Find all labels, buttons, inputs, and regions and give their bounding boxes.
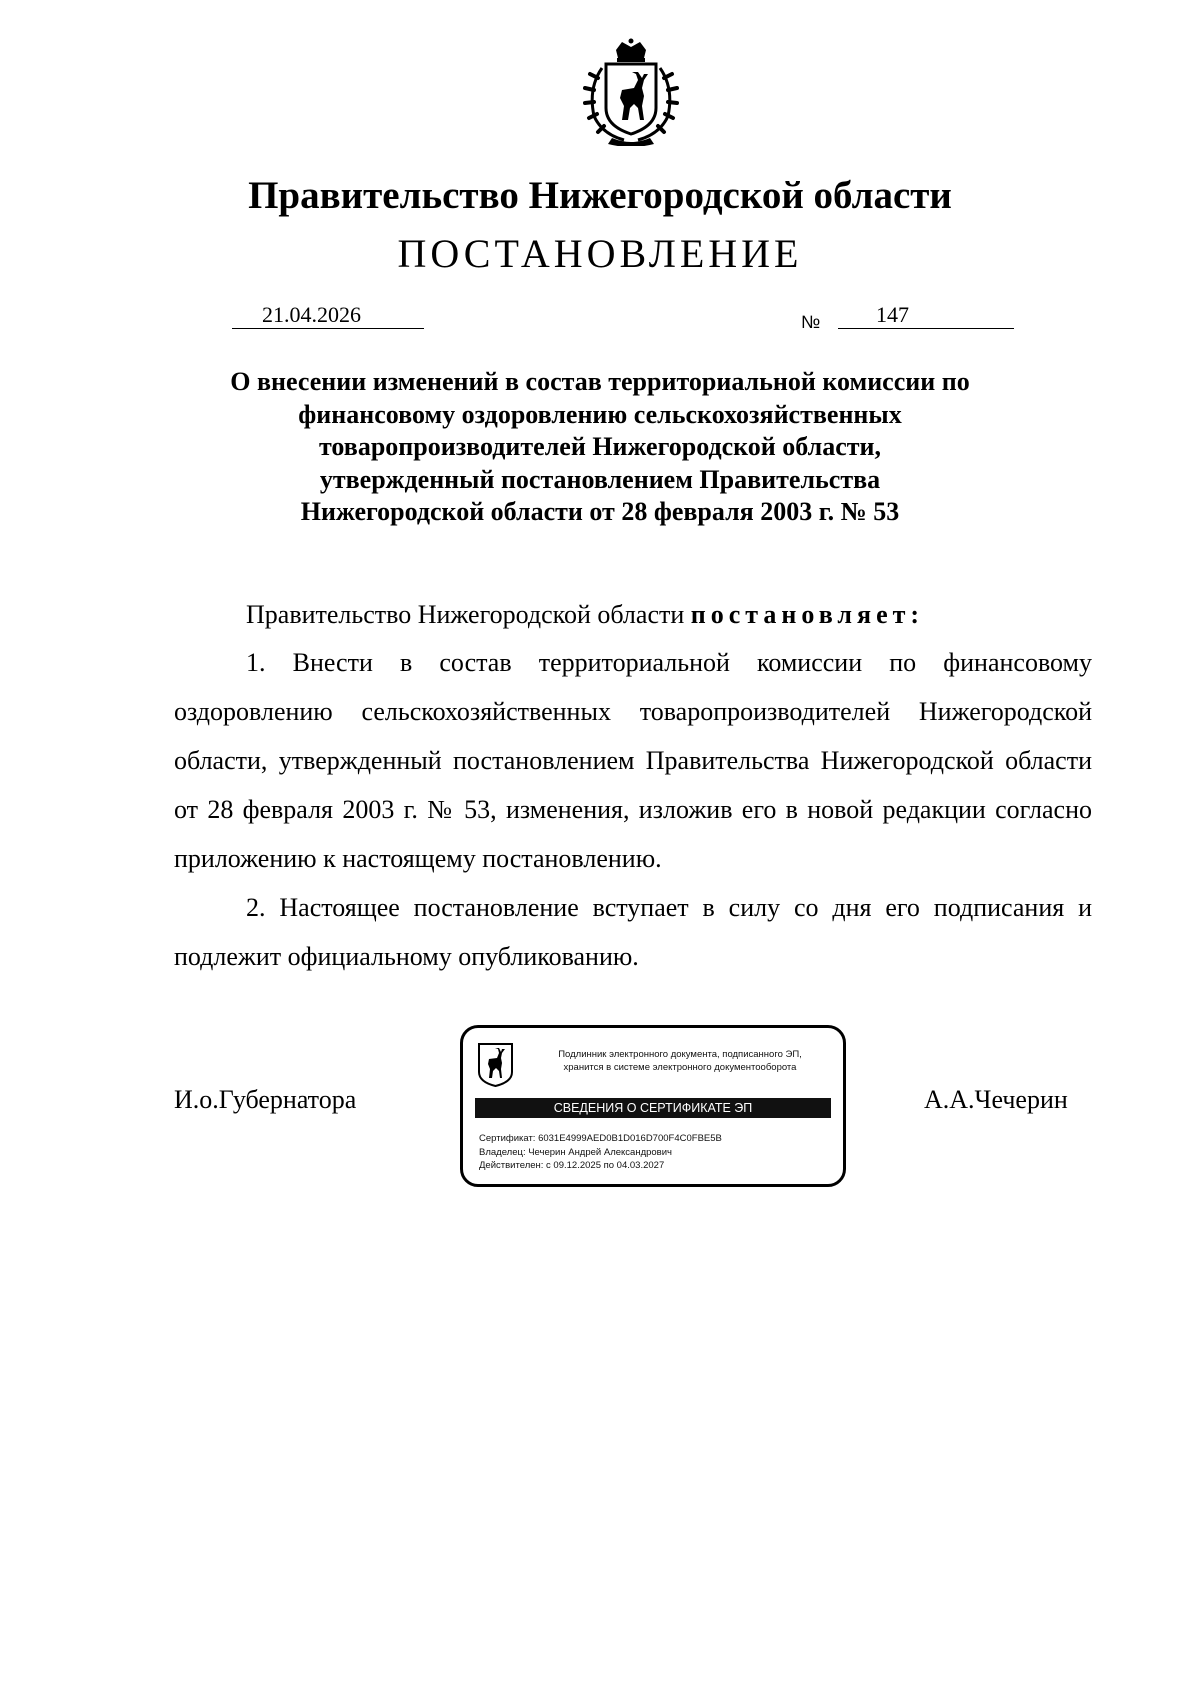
stamp-note-line: Подлинник электронного документа, подписанного ЭП, xyxy=(558,1049,802,1060)
signer-name: А.А.Чечерин xyxy=(924,1085,1068,1114)
subject-line: утвержденный постановлением Правительства xyxy=(319,464,881,494)
stamp-header: СВЕДЕНИЯ О СЕРТИФИКАТЕ ЭП xyxy=(475,1098,831,1118)
preamble-emphasis: постановляет: xyxy=(690,600,925,629)
subject-line: О внесении изменений в состав территориальной комиссии по xyxy=(230,367,970,396)
coat-of-arms-icon xyxy=(477,1042,514,1088)
certificate-details xyxy=(479,1132,722,1173)
document-number: 147 xyxy=(838,302,1014,329)
preamble xyxy=(246,590,924,639)
stamp-note-line: хранится в системе электронного документооборота xyxy=(563,1062,797,1073)
document-type: ПОСТАНОВЛЕНИЕ xyxy=(397,231,803,276)
certificate-validity: Действителен: с 09.12.2025 по 04.03.2027 xyxy=(479,1160,665,1171)
organization-title: Правительство Нижегородской области xyxy=(248,174,952,217)
number-sign: № xyxy=(801,312,821,332)
e-signature-stamp xyxy=(460,1025,846,1187)
subject-line: финансовому оздоровлению сельскохозяйственных xyxy=(298,399,902,429)
body-item: 1. Внести в состав территориальной комиссии по финансовому оздоровлению сельскохозяйственных товаропроизводителей Нижегородской области, утвержденный постановлением Правительства Нижегородской области от 28 февраля 2003 г. № 53, изменения, изложив его в новой редакции согласно приложению к настоящему постановлению. xyxy=(174,648,1092,873)
body-item: 2. Настоящее постановление вступает в силу со дня его подписания и подлежит официальному опубликованию. xyxy=(174,893,1092,971)
document-subject xyxy=(170,366,1030,529)
coat-of-arms-emblem xyxy=(572,38,690,146)
preamble-text: Правительство Нижегородской области xyxy=(246,600,685,629)
document-date: 21.04.2026 xyxy=(232,302,424,329)
certificate-owner: Владелец: Чечерин Андрей Александрович xyxy=(479,1146,672,1158)
signer-position: И.о.Губернатора xyxy=(174,1085,357,1114)
certificate-id: Сертификат: 6031E4999AED0B1D016D700F4C0FBE5B xyxy=(479,1133,722,1144)
subject-line: Нижегородской области от 28 февраля 2003 г. № 53 xyxy=(300,497,900,526)
stamp-note xyxy=(525,1048,835,1074)
subject-line: товаропроизводителей Нижегородской области, xyxy=(319,432,881,461)
